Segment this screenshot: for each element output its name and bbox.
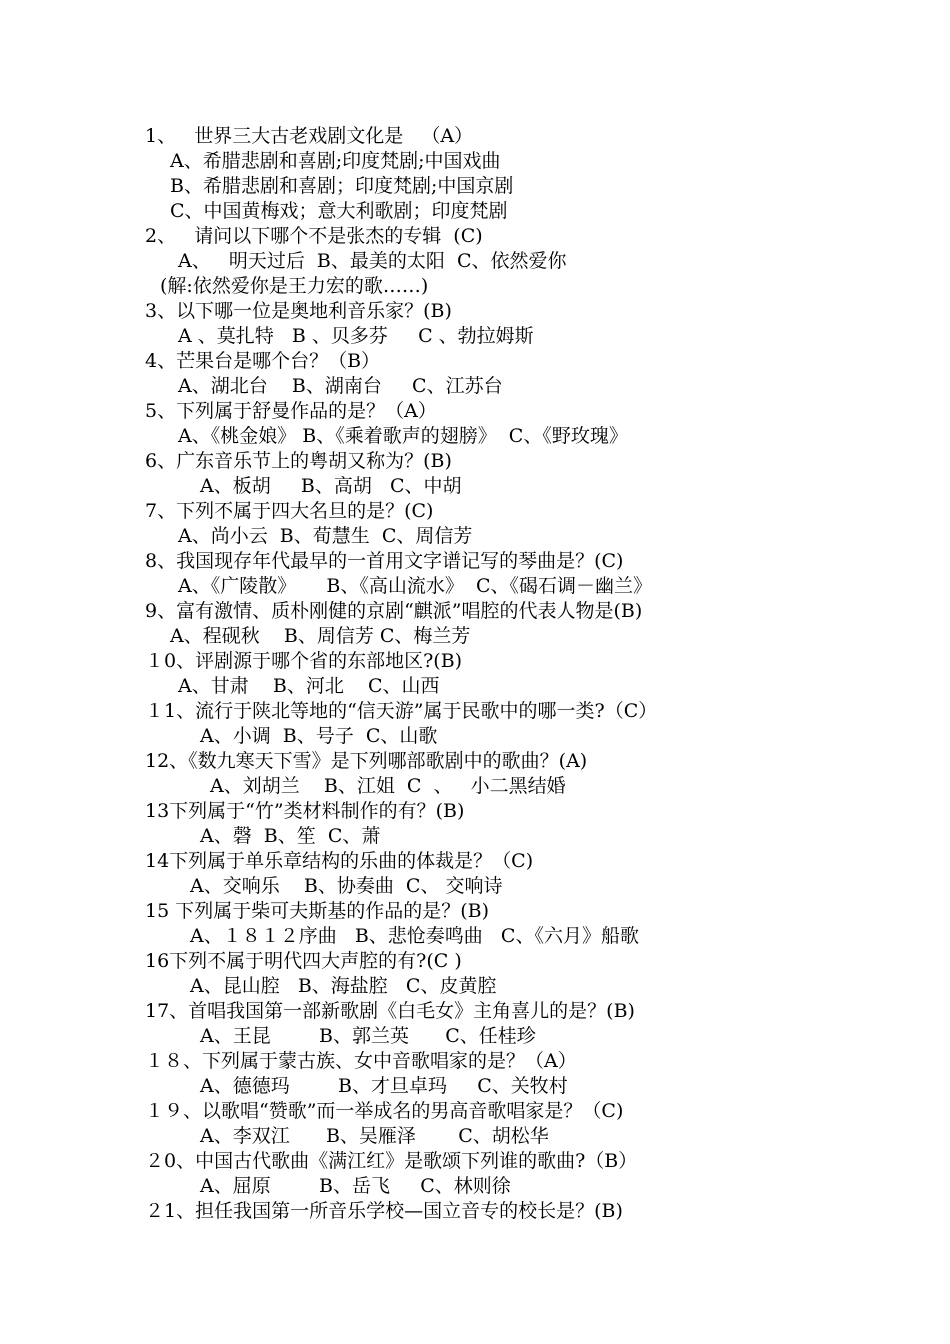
option-line: A、屈原 B、岳飞 C、林则徐 (200, 1175, 511, 1197)
option-line: A、刘胡兰 B、江姐 C 、 小二黑结婚 (210, 775, 566, 797)
question-14: 14下列属于单乐章结构的乐曲的体裁是？（C) (145, 850, 534, 872)
question-12: 12、《数九寒天下雪》是下列哪部歌剧中的歌曲？(A) (145, 750, 588, 772)
question-11: １1、流行于陕北等地的“信天游”属于民歌中的哪一类?（C） (145, 700, 658, 722)
question-2: 2、 请问以下哪个不是张杰的专辑 (C) (145, 225, 483, 247)
option-line: A、《广陵散》 B、《高山流水》 C、《碣石调－幽兰》 (178, 575, 652, 597)
option-line: A、昆山腔 B、海盐腔 C、皮黄腔 (190, 975, 497, 997)
option-line: C、中国黄梅戏；意大利歌剧；印度梵剧 (170, 200, 508, 222)
question-3: 3、以下哪一位是奥地利音乐家？(B) (145, 300, 452, 322)
question-18: １８、下列属于蒙古族、女中音歌唱家的是？（A） (145, 1050, 577, 1072)
option-line: A、磬 B、笙 C、萧 (200, 825, 381, 847)
question-17: 17、首唱我国第一部新歌剧《白毛女》主角喜儿的是？(B) (145, 1000, 635, 1022)
question-10: １0、评剧源于哪个省的东部地区?(B) (145, 650, 463, 672)
question-1: 1、 世界三大古老戏剧文化是 （A） (145, 125, 474, 147)
option-line: A、板胡 B、高胡 C、中胡 (200, 475, 462, 497)
question-16: 16下列不属于明代四大声腔的有?(C ) (145, 950, 462, 972)
question-8: 8、我国现存年代最早的一首用文字谱记写的琴曲是？(C) (145, 550, 624, 572)
option-line: A、《桃金娘》 B、《乘着歌声的翅膀》 C、《野玫瑰》 (178, 425, 628, 447)
question-4: 4、芒果台是哪个台？（B） (145, 350, 381, 372)
option-line: A、程砚秋 B、周信芳 C、梅兰芳 (170, 625, 471, 647)
question-20: ２0、中国古代歌曲《满江红》是歌颂下列谁的歌曲?（B） (145, 1150, 638, 1172)
option-line: A、交响乐 B、协奏曲 C、 交响诗 (190, 875, 503, 897)
option-line: B、希腊悲剧和喜剧；印度梵剧;中国京剧 (170, 175, 514, 197)
question-13: 13下列属于“竹”类材料制作的有？(B) (145, 800, 465, 822)
question-15: 15 下列属于柴可夫斯基的作品的是？(B) (145, 900, 490, 922)
question-7: 7、下列不属于四大名旦的是？(C) (145, 500, 434, 522)
option-line: A、 明天过后 B、最美的太阳 C、依然爱你 (178, 250, 567, 272)
option-line: A、李双江 B、吴雁泽 C、胡松华 (200, 1125, 549, 1147)
note-line: (解:依然爱你是王力宏的歌……) (160, 275, 429, 297)
question-9: 9、富有激情、质朴刚健的京剧“麒派”唱腔的代表人物是(B) (145, 600, 643, 622)
option-line: A、甘肃 B、河北 C、山西 (178, 675, 440, 697)
option-line: A、德德玛 B、才旦卓玛 C、关牧村 (200, 1075, 568, 1097)
option-line: A、希腊悲剧和喜剧;印度梵剧;中国戏曲 (170, 150, 501, 172)
question-21: ２1、担任我国第一所音乐学校—国立音专的校长是？(B) (145, 1200, 623, 1222)
option-line: A、１８１２序曲 B、悲怆奏鸣曲 C、《六月》船歌 (190, 925, 639, 947)
option-line: A 、莫扎特 B 、贝多芬 C 、勃拉姆斯 (178, 325, 534, 347)
option-line: A、王昆 B、郭兰英 C、任桂珍 (200, 1025, 536, 1047)
option-line: A、小调 B、号子 C、山歌 (200, 725, 438, 747)
option-line: A、尚小云 B、荀慧生 C、周信芳 (178, 525, 473, 547)
question-5: 5、下列属于舒曼作品的是？（A） (145, 400, 437, 422)
question-6: 6、广东音乐节上的粤胡又称为？(B) (145, 450, 452, 472)
question-19: １９、以歌唱“赞歌”而一举成名的男高音歌唱家是？（C) (145, 1100, 624, 1122)
option-line: A、湖北台 B、湖南台 C、江苏台 (178, 375, 503, 397)
